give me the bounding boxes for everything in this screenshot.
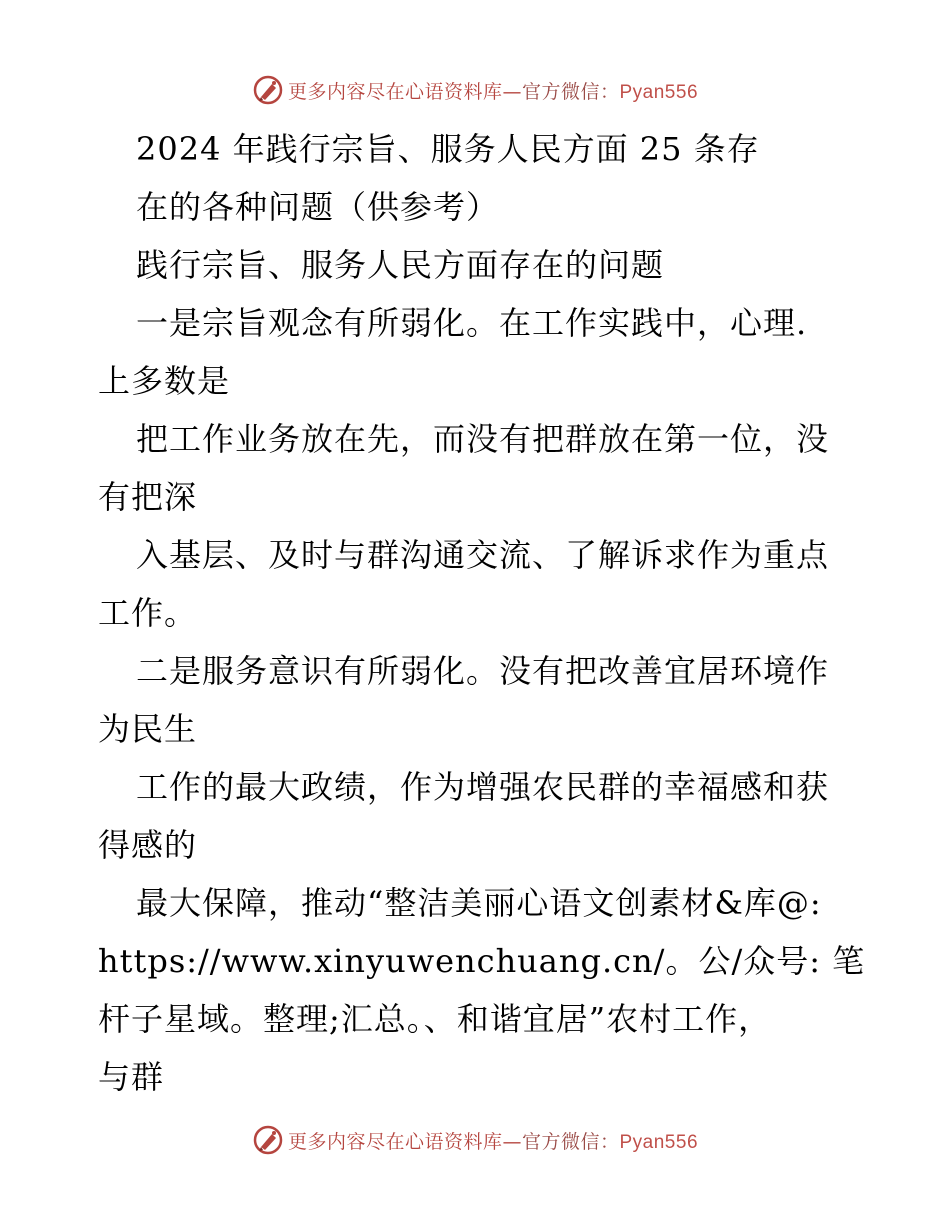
header-watermark-banner [0,70,950,110]
pen-logo-icon [252,1124,284,1156]
doc-paragraph-line: 入基层、及时与群沟通交流、了解诉求作为重点 [136,536,830,574]
doc-paragraph-line: https://www.xinyuwenchuang.cn/。公/众号: 笔 [98,942,866,980]
doc-paragraph-line: 上多数是 [98,362,231,400]
header-banner-text [288,77,698,104]
header-banner-wechat-id: Pyan556 [619,81,699,103]
doc-title-line-2: 在的各种问题（供参考） [136,188,500,226]
header-banner-separator: — [502,80,522,103]
footer-banner-separator: — [502,1130,522,1153]
doc-paragraph-line: 有把深 [98,478,198,516]
doc-paragraph-line: 与群 [98,1058,165,1096]
footer-banner-wechat-id: Pyan556 [619,1131,699,1153]
doc-heading: 践行宗旨、服务人民方面存在的问题 [136,246,665,284]
doc-paragraph-line: 为民生 [98,710,198,748]
pen-logo-icon [252,74,284,106]
doc-paragraph-line: 一是宗旨观念有所弱化。在工作实践中，心理. [136,304,808,342]
footer-banner-wechat-label: 官方微信： [521,1130,620,1153]
header-banner-wechat-label: 官方微信： [521,80,620,103]
doc-paragraph-line: 得感的 [98,826,198,864]
doc-paragraph-line: 杆子星域。整理;汇总。、和谐宜居”农村工作， [98,1000,772,1038]
footer-banner-text [288,1127,698,1154]
footer-watermark-banner [0,1120,950,1160]
doc-paragraph-line: 最大保障，推动“整洁美丽心语文创素材&库@: [136,884,822,922]
header-banner-main: 更多内容尽在心语资料库 [287,80,503,103]
document-body [98,120,866,1106]
doc-paragraph-line: 二是服务意识有所弱化。没有把改善宜居环境作 [136,652,830,690]
doc-title-line-1: 2024 年践行宗旨、服务人民方面 25 条存 [136,130,760,168]
footer-banner-main: 更多内容尽在心语资料库 [287,1130,503,1153]
doc-paragraph-line: 工作的最大政绩，作为增强农民群的幸福感和获 [136,768,830,806]
doc-paragraph-line: 把工作业务放在先，而没有把群放在第一位，没 [136,420,830,458]
doc-paragraph-line: 工作。 [98,594,198,632]
